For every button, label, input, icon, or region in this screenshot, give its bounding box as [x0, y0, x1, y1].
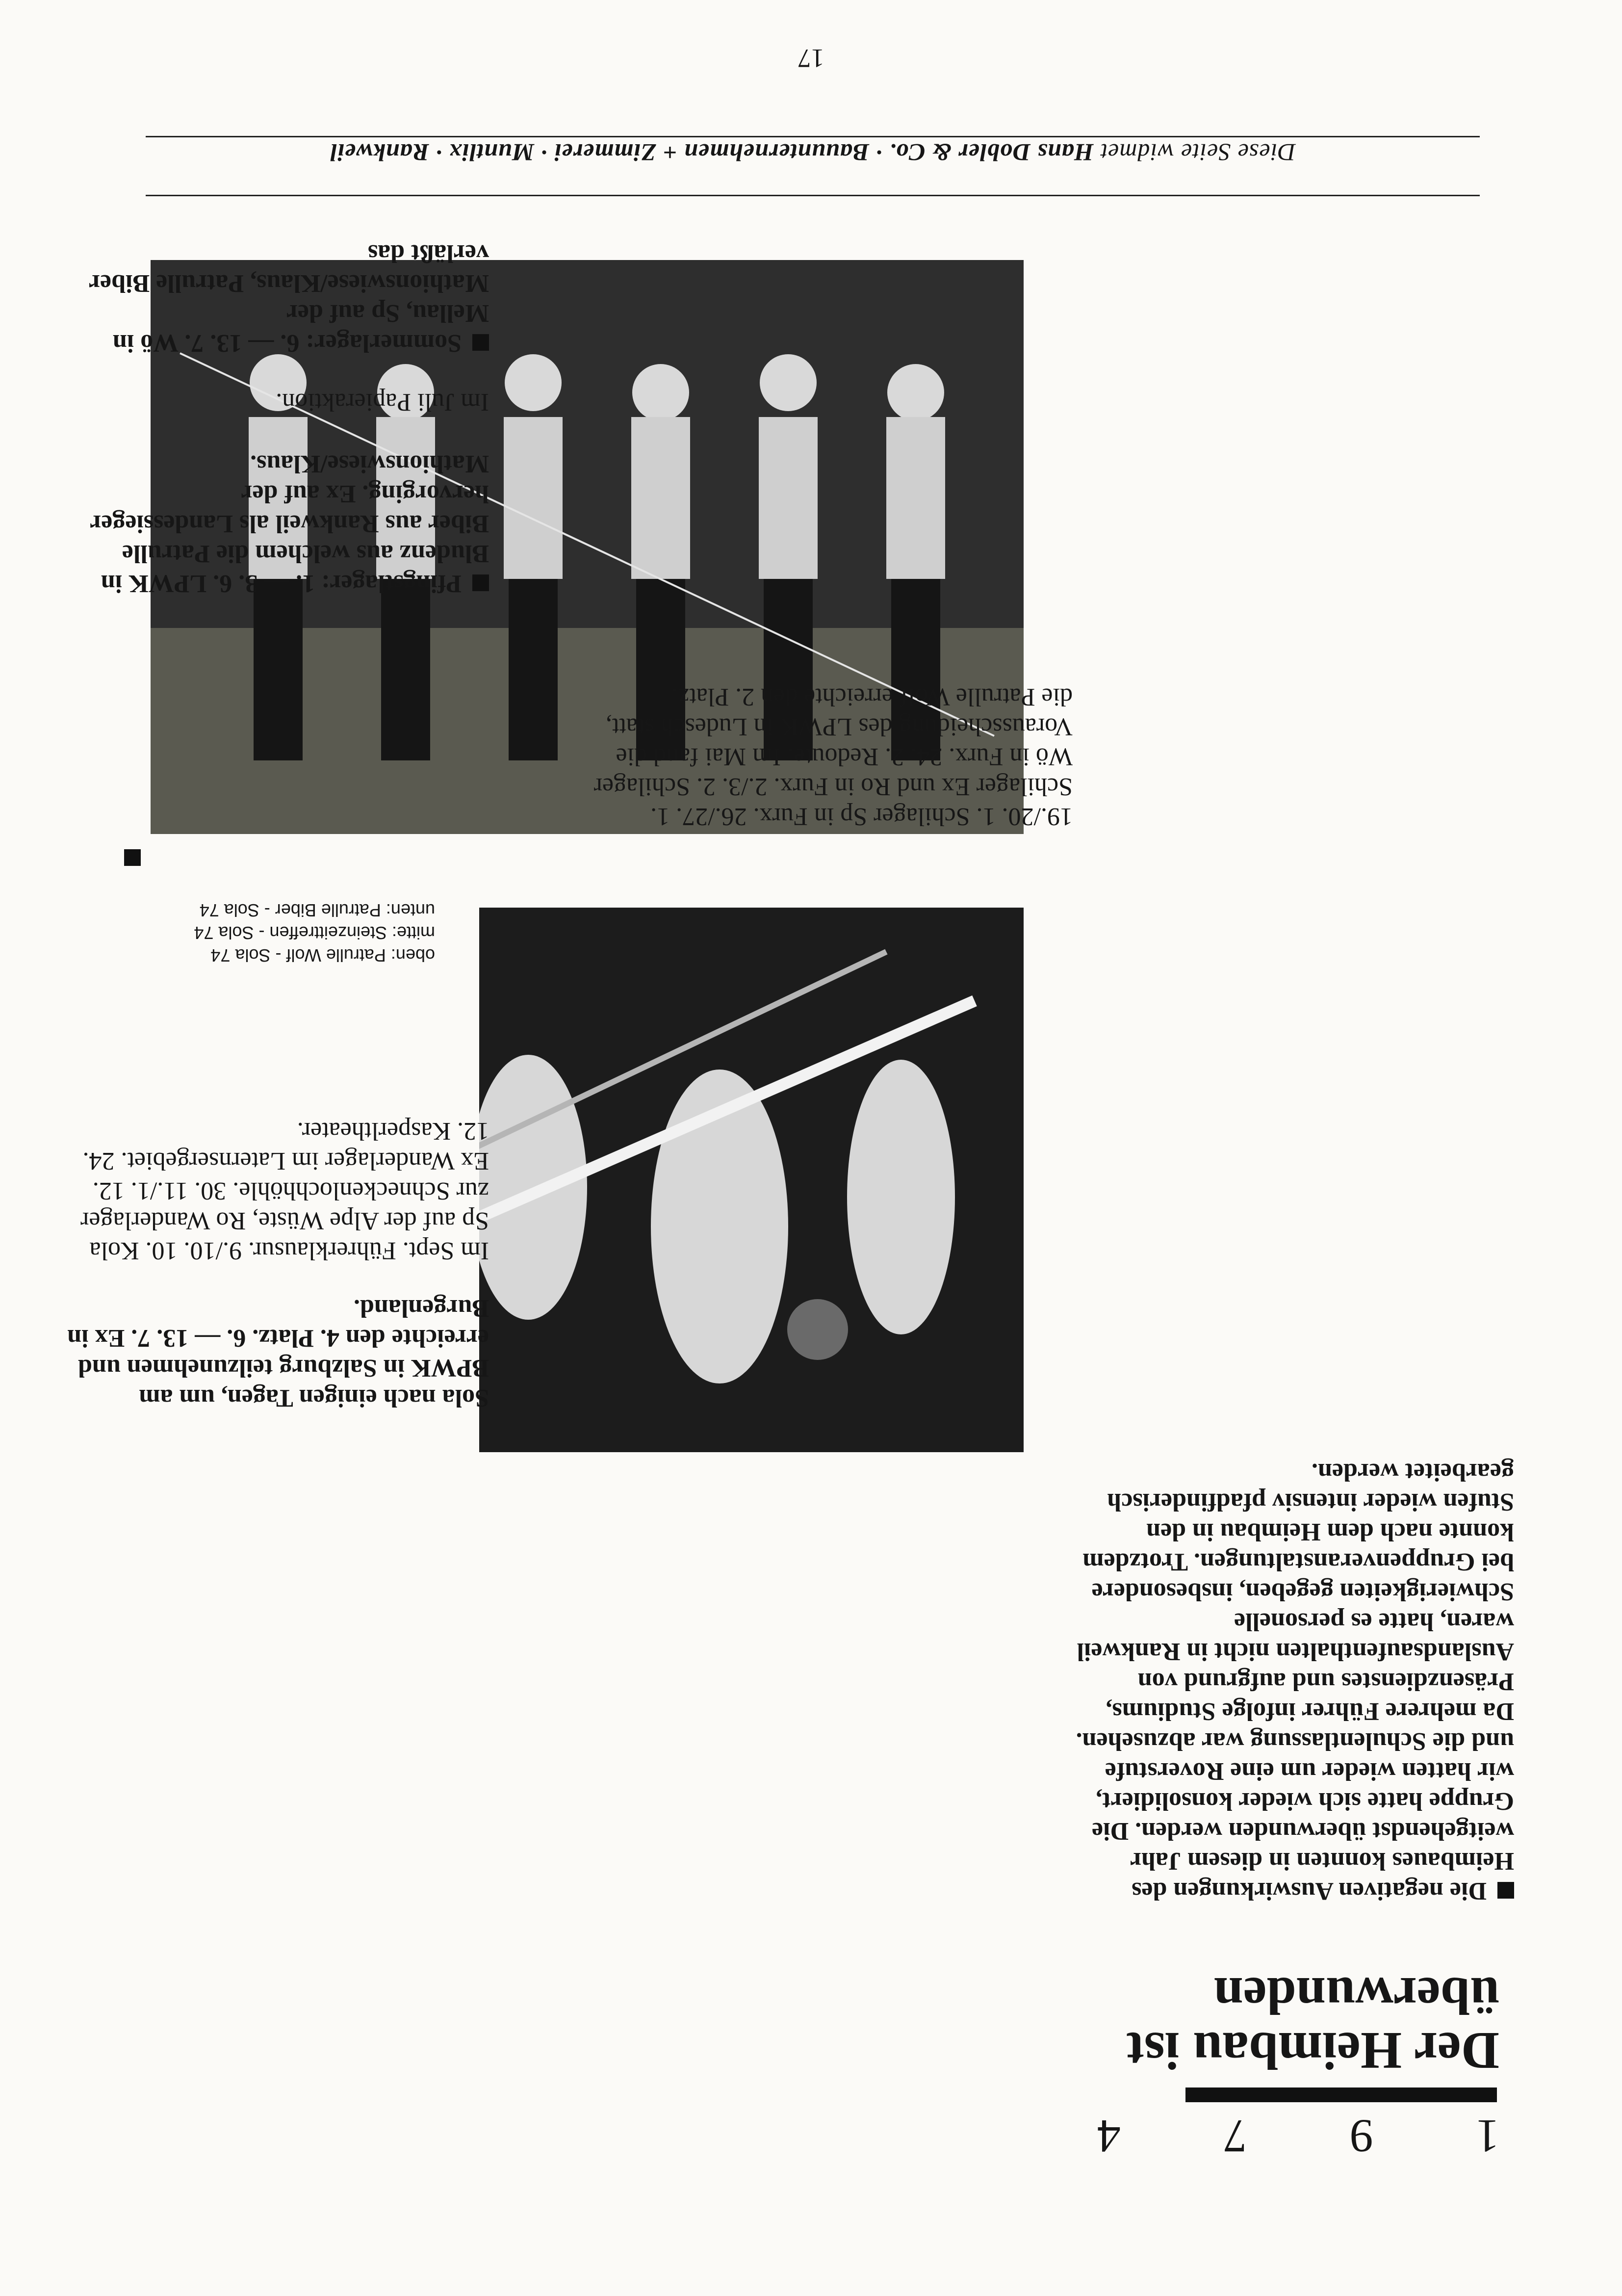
caption-bottom: unten: Patrulle Biber - Sola 74: [199, 900, 435, 920]
article-winter-camps-text: 19./20. 1. Schilager Sp in Furx. 26./27. 1. Schilager Ex und Ro in Furx. 2./3. 2. Schilager Wö in Furx. 24. 2. Redoute. Im Mai fand die Vorausscheidung des LPWK in Ludesch statt, die Patrulle Wolf erreichte den 2. Platz.: [593, 683, 1073, 831]
page-number: 17: [798, 44, 824, 73]
year-digit: 4: [1097, 2110, 1121, 2163]
article-winter-camps: [582, 682, 1073, 832]
article-july-text: Im Juli Papieraktion.: [276, 388, 489, 416]
article-intro: [1073, 1457, 1514, 1906]
year-heading: [1097, 2109, 1499, 2164]
article-headline: Der Heimbau ist überwunden: [1127, 1966, 1499, 2080]
bullet-square-icon: [1497, 1882, 1514, 1899]
article-summer-text: Sommerlager: 6. — 13. 7. Wö in Mellau, Sp auf der Mathionswiese/Klaus, Patrulle Biber verläßt das: [89, 239, 489, 357]
article-september-text: Im Sept. Führerklausur. 9./10. 10. Kola Sp auf der Alpe Wüste, Ro Wanderlager zur Schneckenlochhöhle. 30. 11./1. 12. Ex Wanderlager im Laternsergebiet. 24. 12. Kasperltheater.: [80, 1117, 489, 1265]
year-digit: 1: [1476, 2110, 1499, 2163]
caption-middle: mitte: Steinzeittreffen - Sola 74: [194, 923, 435, 943]
article-sola: [67, 1293, 489, 1413]
bullet-square-icon: [472, 574, 489, 591]
article-summer: [67, 238, 489, 358]
article-september: [67, 1116, 489, 1266]
article-sola-text: Sola nach einigen Tagen, um am BPWK in Salzburg teilzunehmen und erreichte den 4. Platz. 6. — 13. 7. Ex in Burgenland.: [67, 1294, 489, 1412]
year-digit: 7: [1223, 2110, 1247, 2163]
photo-captions: [116, 899, 435, 966]
bullet-square-icon: [472, 334, 489, 351]
footer-prefix: Diese Seite widmet: [1093, 139, 1296, 166]
article-intro-text: Die negativen Auswirkungen des Heimbaues konnten in diesem Jahr weitgehendst überwunden werden. Die Gruppe hatte sich wieder konsolidiert, wir hatten wieder um eine Roverstufe und die Schulentlassung war abzusehen. Da mehrere Führer infolge Studiums, Präsenzdienstes und aufgrund von Auslandsaufenthalten nicht in Rankweil waren, hatte es personelle Schwierigkeiten gegeben, insbesondere bei Gruppenveranstaltungen. Trotzdem konnte nach dem Heimbau in den Stufen wieder intensiv pfadfinderisch gearbeitet werden.: [1076, 1458, 1514, 1905]
article-pentecost-text: Pfingstlager: 1. — 3. 6. LPWK in Bludenz aus welchem die Patrulle Biber aus Rankweil als Landessieger hervorging. Ex auf der Mathionswiese/Klaus.: [90, 450, 489, 598]
article-pentecost: [67, 449, 489, 599]
year-underline-bar: [1185, 2087, 1497, 2102]
footer-sponsor: Hans Dobler & Co. · Bauunternehmen + Zimmerei · Muntlix · Rankweil: [330, 139, 1094, 166]
photo-stone-age-meeting: [479, 908, 1024, 1452]
year-digit: 9: [1349, 2110, 1373, 2163]
article-july: [67, 387, 489, 417]
caption-top: oben: Patrulle Wolf - Sola 74: [210, 945, 435, 965]
end-square-icon: [124, 849, 141, 866]
